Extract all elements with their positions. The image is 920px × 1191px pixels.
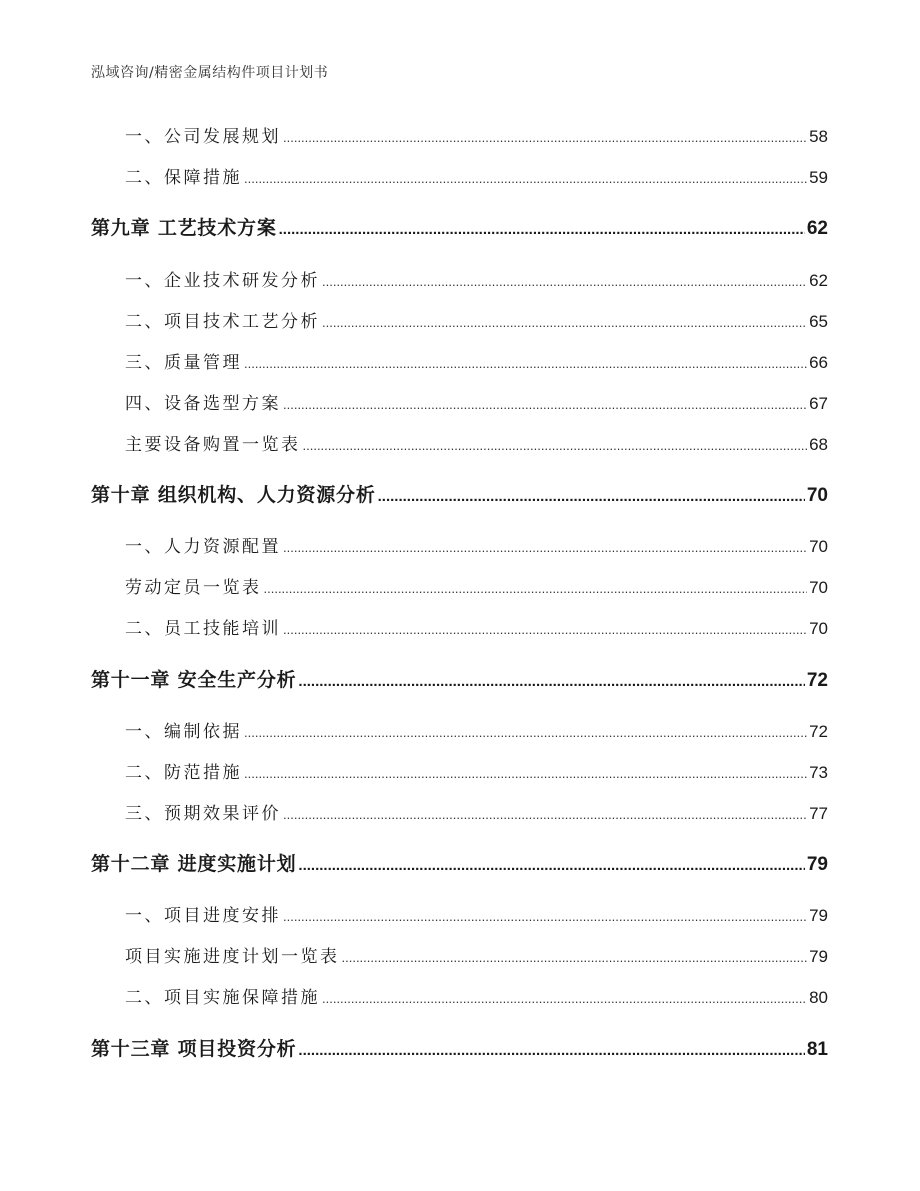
toc-entry-staff-training[interactable] [125,614,828,639]
toc-entry-number: 一、 [125,127,164,147]
toc-entry-number: 一、 [125,906,164,926]
toc-page-number: 70 [806,485,828,506]
toc-page-number: 77 [809,804,828,823]
toc-entry-title: 项目实施保障措施 [164,988,320,1008]
toc-entry-compilation-basis[interactable] [125,717,828,742]
toc-dot-leader [342,950,808,965]
toc-entry-quality-management[interactable] [125,348,828,373]
toc-dot-leader [298,673,804,690]
toc-entry-number: 四、 [125,394,164,414]
toc-entry-title: 设备选型方案 [164,394,281,414]
toc-entry-equipment-purchase-table[interactable] [125,430,828,455]
toc-page-number: 72 [806,670,828,691]
toc-page-number: 62 [806,218,828,239]
toc-chapter-9[interactable] [91,213,828,240]
toc-entry-expected-effect-evaluation[interactable] [125,799,828,824]
toc-entry-number: 三、 [125,804,164,824]
toc-page-number: 59 [809,168,828,187]
toc-entry-schedule-table[interactable] [125,942,828,967]
toc-entry-title: 项目进度安排 [164,906,281,926]
toc-page-number: 79 [809,906,828,925]
toc-entry-number: 一、 [125,722,164,742]
toc-entry-equipment-selection[interactable] [125,389,828,414]
toc-entry-title: 员工技能培训 [164,619,281,639]
toc-page-number: 65 [809,312,828,331]
toc-chapter-title: 第十章 组织机构、人力资源分析 [91,484,376,506]
toc-entry-schedule-arrangement[interactable] [125,901,828,926]
toc-dot-leader [283,130,807,145]
toc-page-number: 81 [806,1039,828,1060]
toc-entry-title: 保障措施 [164,168,242,188]
toc-chapter-title: 第十二章 进度实施计划 [91,853,297,875]
toc-entry-title: 主要设备购置一览表 [125,435,301,455]
toc-entry-title: 公司发展规划 [164,127,281,147]
toc-page-number: 70 [809,619,828,638]
toc-entry-enterprise-rd-analysis[interactable] [125,266,828,291]
toc-entry-title: 防范措施 [164,763,242,783]
toc-entry-title: 劳动定员一览表 [125,578,262,598]
toc-dot-leader [279,221,805,238]
toc-entry-number: 二、 [125,988,164,1008]
toc-entry-title: 项目实施进度计划一览表 [125,947,340,967]
toc-dot-leader [283,540,807,555]
toc-page-number: 72 [809,722,828,741]
toc-chapter-12[interactable] [91,849,828,876]
toc-dot-leader [322,274,807,289]
toc-entry-title: 预期效果评价 [164,804,281,824]
toc-page-number: 79 [809,947,828,966]
toc-chapter-title: 第十三章 项目投资分析 [91,1038,297,1060]
toc-entry-number: 一、 [125,271,164,291]
toc-dot-leader [283,622,807,637]
toc-entry-company-development-plan[interactable] [125,122,828,147]
toc-entry-number: 二、 [125,763,164,783]
toc-entry-number: 一、 [125,537,164,557]
toc-dot-leader [244,766,807,781]
toc-chapter-title: 第十一章 安全生产分析 [91,669,297,691]
toc-page-number: 67 [809,394,828,413]
toc-page-number: 62 [809,271,828,290]
toc-dot-leader [303,438,808,453]
toc-dot-leader [322,315,807,330]
toc-page-number: 70 [809,578,828,597]
toc-entry-number: 二、 [125,312,164,332]
toc-dot-leader [283,397,807,412]
toc-entry-number: 二、 [125,619,164,639]
toc-entry-number: 二、 [125,168,164,188]
toc-entry-title: 质量管理 [164,353,242,373]
toc-dot-leader [378,488,805,505]
toc-chapter-11[interactable] [91,665,828,692]
toc-entry-implementation-safeguards[interactable] [125,983,828,1008]
toc-dot-leader [322,991,807,1006]
toc-page-number: 68 [809,435,828,454]
toc-entry-process-analysis[interactable] [125,307,828,332]
toc-entry-title: 项目技术工艺分析 [164,312,320,332]
toc-chapter-13[interactable] [91,1034,828,1061]
toc-dot-leader [283,909,807,924]
toc-entry-number: 三、 [125,353,164,373]
toc-chapter-10[interactable] [91,480,828,507]
toc-dot-leader [244,725,807,740]
toc-entry-staffing-table[interactable] [125,573,828,598]
toc-dot-leader [298,1042,804,1059]
toc-page-number: 58 [809,127,828,146]
toc-page-number: 80 [809,988,828,1007]
toc-chapter-title: 第九章 工艺技术方案 [91,217,277,239]
toc-entry-safeguard-measures[interactable] [125,163,828,188]
toc-dot-leader [298,857,804,874]
toc-entry-title: 企业技术研发分析 [164,271,320,291]
toc-dot-leader [244,171,807,186]
toc-entry-hr-allocation[interactable] [125,532,828,557]
toc-entry-title: 编制依据 [164,722,242,742]
toc-entry-preventive-measures[interactable] [125,758,828,783]
toc-page-number: 66 [809,353,828,372]
page-header: 泓域咨询/精密金属结构件项目计划书 [91,65,329,81]
toc-page-number: 79 [806,854,828,875]
toc-dot-leader [283,807,807,822]
toc-page-number: 73 [809,763,828,782]
toc-dot-leader [264,581,808,596]
toc-dot-leader [244,356,807,371]
toc-entry-title: 人力资源配置 [164,537,281,557]
toc-page-number: 70 [809,537,828,556]
